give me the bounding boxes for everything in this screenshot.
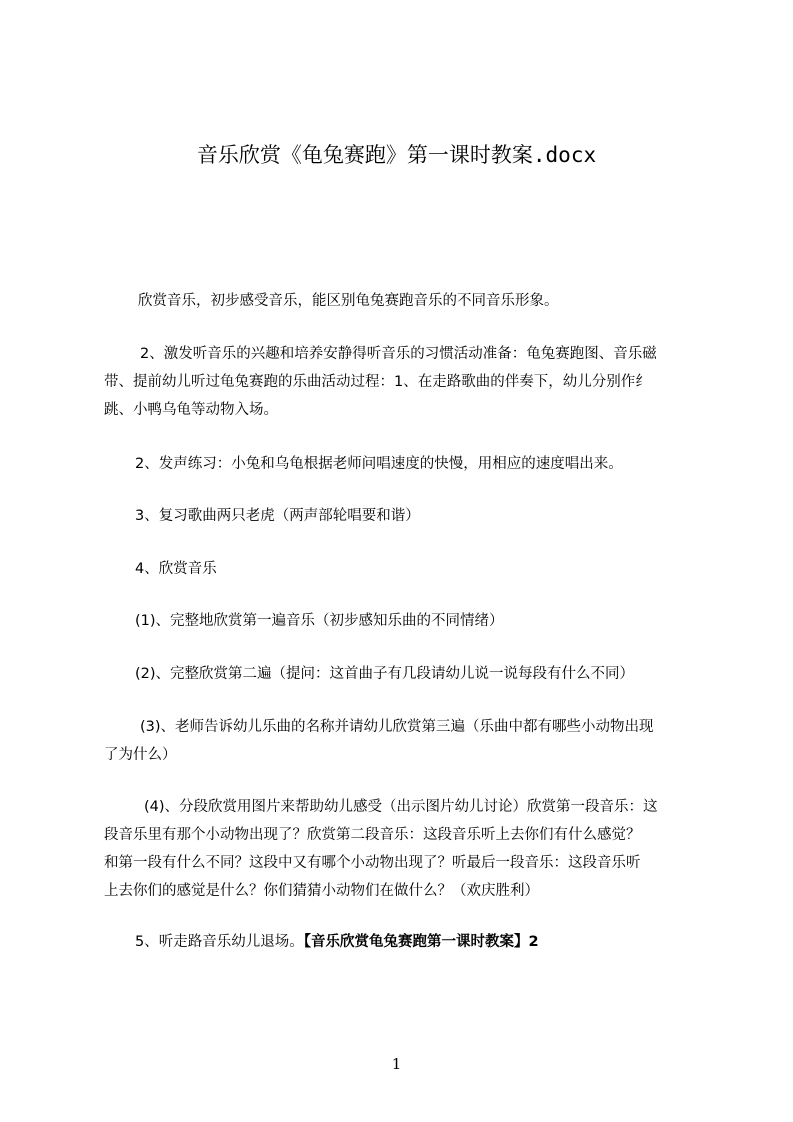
paragraph-line: 带、提前幼儿听过龟兔赛跑的乐曲活动过程：1、在走路歌曲的伴奏下，幼儿分别作纟	[104, 374, 650, 390]
paragraph-text: 5、听走路音乐幼儿退场。	[135, 934, 304, 950]
paragraph-intro: 欣赏音乐，初步感受音乐，能区别龟兔赛跑音乐的不同音乐形象。	[138, 293, 559, 309]
paragraph-line: 2、激发听音乐的兴趣和培养安静得听音乐的习惯活动准备：龟兔赛跑图、音乐磁	[140, 346, 657, 362]
page-number: 1	[391, 1055, 402, 1073]
paragraph-line: 和第一段有什么不同？这段中又有哪个小动物出现了？听最后一段音乐：这段音乐听	[104, 855, 641, 871]
paragraph-line: 了为什么）	[104, 747, 177, 763]
paragraph-line: 跳、小鸭乌龟等动物入场。	[104, 402, 278, 418]
paragraph-line: 段音乐里有那个小动物出现了？欣赏第二段音乐：这段音乐听上去你们有什么感觉？	[104, 827, 641, 843]
paragraph-third-listen	[104, 713, 710, 769]
paragraph-line: (3)、老师告诉幼儿乐曲的名称并请幼儿欣赏第三遍（乐曲中都有哪些小动物出现	[140, 719, 654, 735]
document-title: 音乐欣赏《龟兔赛跑》第一课时教案.docx	[196, 143, 597, 167]
paragraph-appreciate-music: 4、欣赏音乐	[135, 561, 217, 577]
paragraph-activity-prep	[104, 340, 710, 424]
paragraph-line: (4)、分段欣赏用图片来帮助幼儿感受（出示图片幼儿讨论）欣赏第一段音乐：这	[144, 799, 658, 815]
paragraph-second-listen: (2)、完整欣赏第二遍（提问：这首曲子有几段请幼儿说一说每段有什么不同）	[135, 666, 635, 682]
paragraph-line: 上去你们的感觉是什么？你们猜猜小动物们在做什么？（欢庆胜利）	[104, 883, 539, 899]
paragraph-segment-listen	[104, 793, 710, 905]
paragraph-vocal-practice: 2、发声练习：小兔和乌龟根据老师问唱速度的快慢，用相应的速度唱出来。	[135, 456, 623, 472]
paragraph-review-song: 3、复习歌曲两只老虎（两声部轮唱要和谐）	[135, 508, 420, 524]
lesson-plan-tag: 【音乐欣赏龟兔赛跑第一课时教案】2	[303, 934, 539, 950]
paragraph-exit	[135, 928, 735, 956]
paragraph-first-listen: (1)、完整地欣赏第一遍音乐（初步感知乐曲的不同情绪）	[135, 613, 504, 629]
